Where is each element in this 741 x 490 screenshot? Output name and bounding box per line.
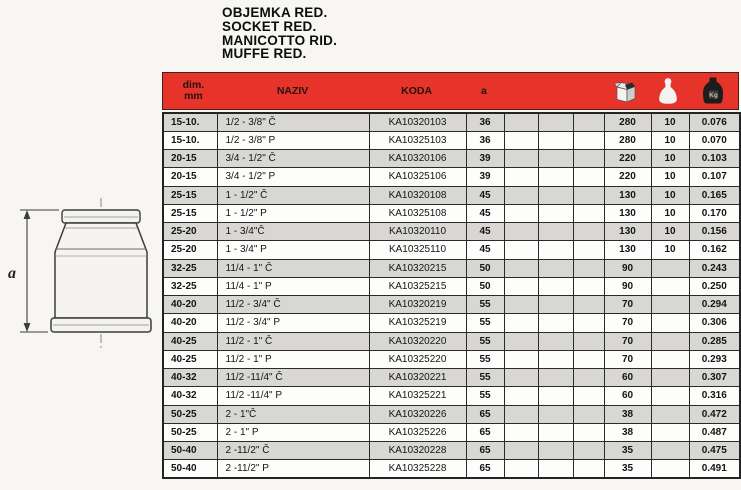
cell-koda: KA10325215 [369,277,466,295]
cell-a: 50 [466,277,504,295]
cell-box: 60 [604,369,651,387]
cell-e1 [504,204,538,222]
cell-a: 45 [466,204,504,222]
cell-naziv: 1/2 - 3/8" Č [217,113,369,131]
table-header [162,72,739,110]
cell-dim: 50-25 [163,423,217,441]
cell-bag [651,387,689,405]
cell-box: 220 [604,150,651,168]
cell-koda: KA10325219 [369,314,466,332]
cell-dim: 40-20 [163,296,217,314]
cell-dim: 25-20 [163,223,217,241]
cell-kg: 0.107 [689,168,740,186]
cell-koda: KA10320106 [369,150,466,168]
cell-naziv: 11/4 - 1" Č [217,259,369,277]
cell-dim: 50-40 [163,442,217,460]
cell-e3 [573,241,604,259]
cell-box: 130 [604,186,651,204]
cell-naziv: 11/2 - 3/4" P [217,314,369,332]
cell-dim: 20-15 [163,168,217,186]
cell-e1 [504,350,538,368]
cell-naziv: 1 - 1/2" Č [217,186,369,204]
cell-bag: 10 [651,113,689,131]
cell-box: 70 [604,332,651,350]
cell-dim: 25-15 [163,204,217,222]
cell-a: 45 [466,186,504,204]
cell-e2 [538,296,573,314]
cell-a: 65 [466,423,504,441]
cell-e2 [538,350,573,368]
cell-a: 55 [466,369,504,387]
carton-icon [612,77,640,105]
cell-kg: 0.250 [689,277,740,295]
title-line-de: MUFFE RED. [222,46,307,62]
table-row [163,259,740,277]
header-a: a [480,85,487,97]
cell-naziv: 3/4 - 1/2" P [217,168,369,186]
cell-e3 [573,314,604,332]
cell-dim: 50-25 [163,405,217,423]
cell-kg: 0.491 [689,460,740,478]
cell-e1 [504,277,538,295]
table-row [163,204,740,222]
cell-a: 65 [466,442,504,460]
cell-dim: 20-15 [163,150,217,168]
table-row [163,296,740,314]
cell-dim: 40-32 [163,387,217,405]
table-row [163,223,740,241]
cell-e2 [538,442,573,460]
header-bag-qty [649,73,687,109]
header-spacer-2 [537,73,572,109]
cell-kg: 0.487 [689,423,740,441]
cell-naziv: 3/4 - 1/2" Č [217,150,369,168]
cell-bag: 10 [651,131,689,149]
cell-a: 50 [466,259,504,277]
table-row [163,131,740,149]
cell-e1 [504,186,538,204]
header-dim [163,73,217,109]
dimension-label: a [8,265,16,282]
cell-box: 90 [604,259,651,277]
cell-e3 [573,369,604,387]
cell-koda: KA10320228 [369,442,466,460]
cell-bag: 10 [651,241,689,259]
cell-e2 [538,223,573,241]
cell-e3 [573,186,604,204]
cell-e1 [504,113,538,131]
header-spacer-3 [572,73,603,109]
cell-e2 [538,204,573,222]
cell-box: 280 [604,113,651,131]
cell-box: 38 [604,405,651,423]
cell-koda: KA10320226 [369,405,466,423]
cell-naziv: 2 -11/2" Č [217,442,369,460]
cell-e2 [538,259,573,277]
cell-bag: 10 [651,168,689,186]
cell-box: 280 [604,131,651,149]
cell-e3 [573,277,604,295]
cell-e1 [504,223,538,241]
cell-bag [651,423,689,441]
cell-bag [651,369,689,387]
cell-a: 36 [466,113,504,131]
cell-e1 [504,387,538,405]
cell-bag: 10 [651,150,689,168]
cell-e2 [538,460,573,478]
cell-dim: 15-10. [163,113,217,131]
cell-kg: 0.070 [689,131,740,149]
cell-bag [651,259,689,277]
cell-box: 38 [604,423,651,441]
cell-naziv: 1 - 3/4" P [217,241,369,259]
cell-e1 [504,332,538,350]
title-line-en: SOCKET RED. [222,18,317,34]
cell-e2 [538,277,573,295]
cell-kg: 0.170 [689,204,740,222]
cell-e1 [504,259,538,277]
cell-e3 [573,223,604,241]
cell-e1 [504,131,538,149]
cell-box: 70 [604,314,651,332]
cell-dim: 32-25 [163,259,217,277]
cell-e3 [573,460,604,478]
cell-naziv: 11/2 - 1" Č [217,332,369,350]
cell-bag [651,296,689,314]
cell-bag [651,405,689,423]
cell-e3 [573,442,604,460]
cell-box: 35 [604,460,651,478]
cell-e3 [573,296,604,314]
cell-e3 [573,405,604,423]
cell-e1 [504,423,538,441]
cell-kg: 0.103 [689,150,740,168]
table-row [163,369,740,387]
cell-e2 [538,186,573,204]
cell-koda: KA10325106 [369,168,466,186]
table-row [163,113,740,131]
cell-koda: KA10320219 [369,296,466,314]
cell-box: 220 [604,168,651,186]
cell-kg: 0.307 [689,369,740,387]
cell-e3 [573,113,604,131]
cell-e1 [504,150,538,168]
cell-a: 45 [466,223,504,241]
cell-naziv: 11/4 - 1" P [217,277,369,295]
cell-e1 [504,405,538,423]
cell-naziv: 2 -11/2" P [217,460,369,478]
header-box-qty [602,73,649,109]
cell-e2 [538,387,573,405]
cell-naziv: 11/2 -11/4" P [217,387,369,405]
cell-kg: 0.293 [689,350,740,368]
cell-kg: 0.316 [689,387,740,405]
socket-diagram [5,190,160,367]
cell-dim: 25-15 [163,186,217,204]
cell-a: 55 [466,314,504,332]
cell-koda: KA10325221 [369,387,466,405]
cell-e3 [573,150,604,168]
cell-koda: KA10320110 [369,223,466,241]
cell-e3 [573,350,604,368]
cell-e2 [538,405,573,423]
cell-bag [651,314,689,332]
cell-koda: KA10325108 [369,204,466,222]
table-row [163,150,740,168]
header-dim-line2: mm [184,90,203,102]
sack-icon [656,77,680,105]
cell-koda: KA10320215 [369,259,466,277]
cell-e3 [573,423,604,441]
title-line-it: MANICOTTO RID. [222,32,338,48]
cell-naziv: 1 - 1/2" P [217,204,369,222]
cell-kg: 0.285 [689,332,740,350]
cell-a: 55 [466,332,504,350]
cell-box: 60 [604,387,651,405]
cell-box: 90 [604,277,651,295]
cell-bag [651,332,689,350]
table-row [163,423,740,441]
cell-e2 [538,423,573,441]
cell-kg: 0.475 [689,442,740,460]
product-table [162,112,741,479]
cell-e1 [504,296,538,314]
cell-e3 [573,259,604,277]
cell-koda: KA10320220 [369,332,466,350]
cell-kg: 0.076 [689,113,740,131]
cell-dim: 40-32 [163,369,217,387]
cell-e1 [504,168,538,186]
header-koda: KODA [401,85,433,97]
table-row [163,314,740,332]
table-row [163,241,740,259]
cell-a: 45 [466,241,504,259]
cell-koda: KA10325228 [369,460,466,478]
cell-a: 55 [466,387,504,405]
cell-naziv: 11/2 - 1" P [217,350,369,368]
weight-kg-icon [700,77,726,106]
cell-koda: KA10320103 [369,113,466,131]
table-row [163,277,740,295]
table-row [163,387,740,405]
cell-naziv: 11/2 -11/4" Č [217,369,369,387]
cell-e1 [504,442,538,460]
cell-e2 [538,332,573,350]
cell-dim: 32-25 [163,277,217,295]
cell-koda: KA10320108 [369,186,466,204]
cell-e2 [538,314,573,332]
header-dim-line1: dim. [182,79,205,91]
cell-naziv: 1/2 - 3/8" P [217,131,369,149]
cell-dim: 40-25 [163,332,217,350]
table-row [163,186,740,204]
cell-e1 [504,369,538,387]
cell-a: 65 [466,460,504,478]
kg-label: Kg [708,91,718,99]
cell-e1 [504,460,538,478]
cell-koda: KA10320221 [369,369,466,387]
cell-e1 [504,314,538,332]
table-row [163,168,740,186]
cell-dim: 40-25 [163,350,217,368]
cell-e3 [573,131,604,149]
cell-koda: KA10325220 [369,350,466,368]
cell-box: 130 [604,223,651,241]
cell-a: 55 [466,350,504,368]
cell-e2 [538,241,573,259]
cell-e1 [504,241,538,259]
cell-a: 39 [466,150,504,168]
cell-bag: 10 [651,223,689,241]
cell-e2 [538,168,573,186]
cell-e2 [538,131,573,149]
title-line-sl: OBJEMKA RED. [222,5,328,20]
cell-naziv: 11/2 - 3/4" Č [217,296,369,314]
arrow-down [24,323,31,332]
cell-kg: 0.306 [689,314,740,332]
cell-box: 130 [604,204,651,222]
cell-box: 70 [604,296,651,314]
table-row [163,460,740,478]
cell-kg: 0.472 [689,405,740,423]
arrow-up [24,210,31,219]
product-title [222,6,337,61]
cell-a: 65 [466,405,504,423]
cell-box: 35 [604,442,651,460]
header-weight [687,73,738,109]
cell-naziv: 1 - 3/4"Č [217,223,369,241]
cell-kg: 0.165 [689,186,740,204]
table-row [163,332,740,350]
cell-bag [651,442,689,460]
cell-bag: 10 [651,186,689,204]
cell-a: 39 [466,168,504,186]
cell-e3 [573,204,604,222]
cell-bag: 10 [651,204,689,222]
table-row [163,350,740,368]
cell-e3 [573,332,604,350]
cell-a: 36 [466,131,504,149]
cell-koda: KA10325226 [369,423,466,441]
cell-bag [651,350,689,368]
cell-e2 [538,150,573,168]
table-row [163,405,740,423]
cell-kg: 0.156 [689,223,740,241]
cell-kg: 0.243 [689,259,740,277]
cell-dim: 25-20 [163,241,217,259]
table-row [163,442,740,460]
cell-naziv: 2 - 1"Č [217,405,369,423]
cell-bag [651,460,689,478]
header-spacer-1 [503,73,537,109]
header-naziv: NAZIV [276,85,309,97]
cell-koda: KA10325110 [369,241,466,259]
cell-e2 [538,369,573,387]
cell-bag [651,277,689,295]
cell-koda: KA10325103 [369,131,466,149]
cell-dim: 50-40 [163,460,217,478]
cell-a: 55 [466,296,504,314]
cell-box: 130 [604,241,651,259]
cell-dim: 40-20 [163,314,217,332]
cell-box: 70 [604,350,651,368]
cell-e2 [538,113,573,131]
table-body [163,113,740,478]
cell-naziv: 2 - 1" P [217,423,369,441]
cell-dim: 15-10. [163,131,217,149]
cell-e3 [573,387,604,405]
cell-kg: 0.162 [689,241,740,259]
cell-e3 [573,168,604,186]
cell-kg: 0.294 [689,296,740,314]
